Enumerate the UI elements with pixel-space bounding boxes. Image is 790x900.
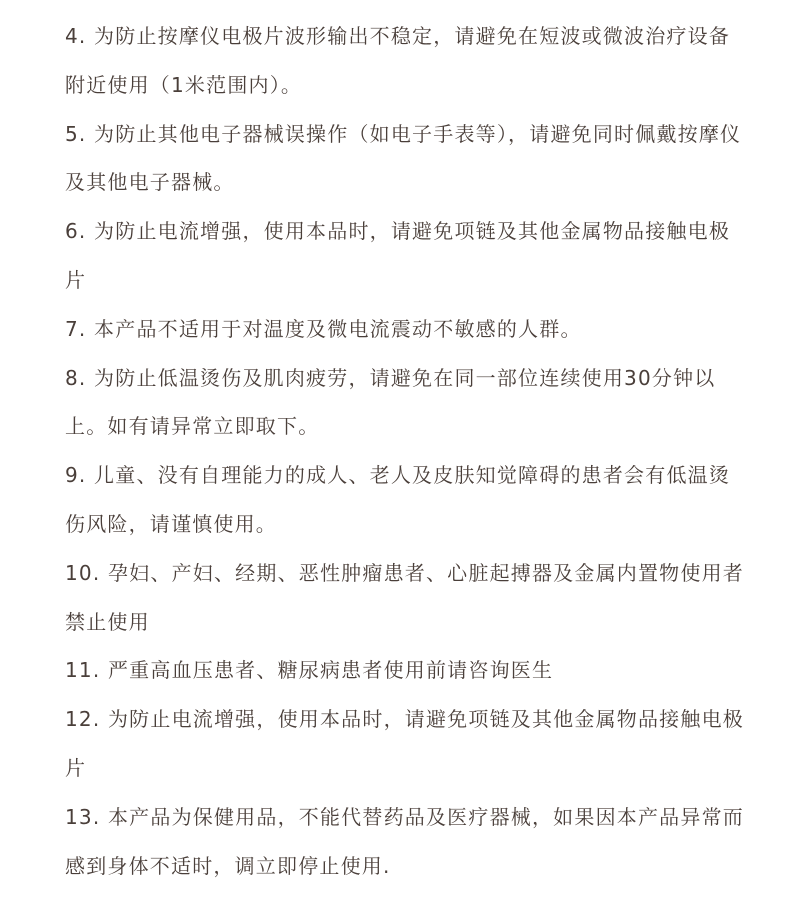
precaution-item-8: 8. 为防止低温烫伤及肌肉疲劳，请避免在同一部位连续使用30分钟以上。如有请异常立即取下。 (65, 365, 716, 439)
precaution-item-13: 13. 本产品为保健用品，不能代替药品及医疗器械，如果因本产品异常而感到身体不适时，调立即停止使用. (65, 804, 744, 878)
precaution-item-11: 11. 严重高血压患者、糖尿病患者使用前请咨询医生 (65, 658, 554, 683)
precaution-item-7: 7. 本产品不适用于对温度及微电流震动不敏感的人群。 (65, 316, 582, 341)
precaution-item-5: 5. 为防止其他电子器械误操作（如电子手表等），请避免同时佩戴按摩仪及其他电子器械。 (65, 121, 742, 195)
precaution-item-9: 9. 儿童、没有自理能力的成人、老人及皮肤知觉障碍的患者会有低温烫伤风险，请谨慎使用。 (65, 463, 731, 536)
precaution-item-12: 12. 为防止电流增强，使用本品时，请避免项链及其他金属物品接触电极片 (65, 707, 744, 780)
precautions-list (65, 12, 745, 890)
precaution-item-6: 6. 为防止电流增强，使用本品时，请避免项链及其他金属物品接触电极片 (65, 219, 731, 292)
precaution-item-4: 4. 为防止按摩仪电极片波形输出不稳定，请避免在短波或微波治疗设备附近使用（1米范围内）。 (65, 24, 731, 97)
precaution-item-10: 10. 孕妇、产妇、经期、恶性肿瘤患者、心脏起搏器及金属内置物使用者禁止使用 (65, 560, 744, 634)
